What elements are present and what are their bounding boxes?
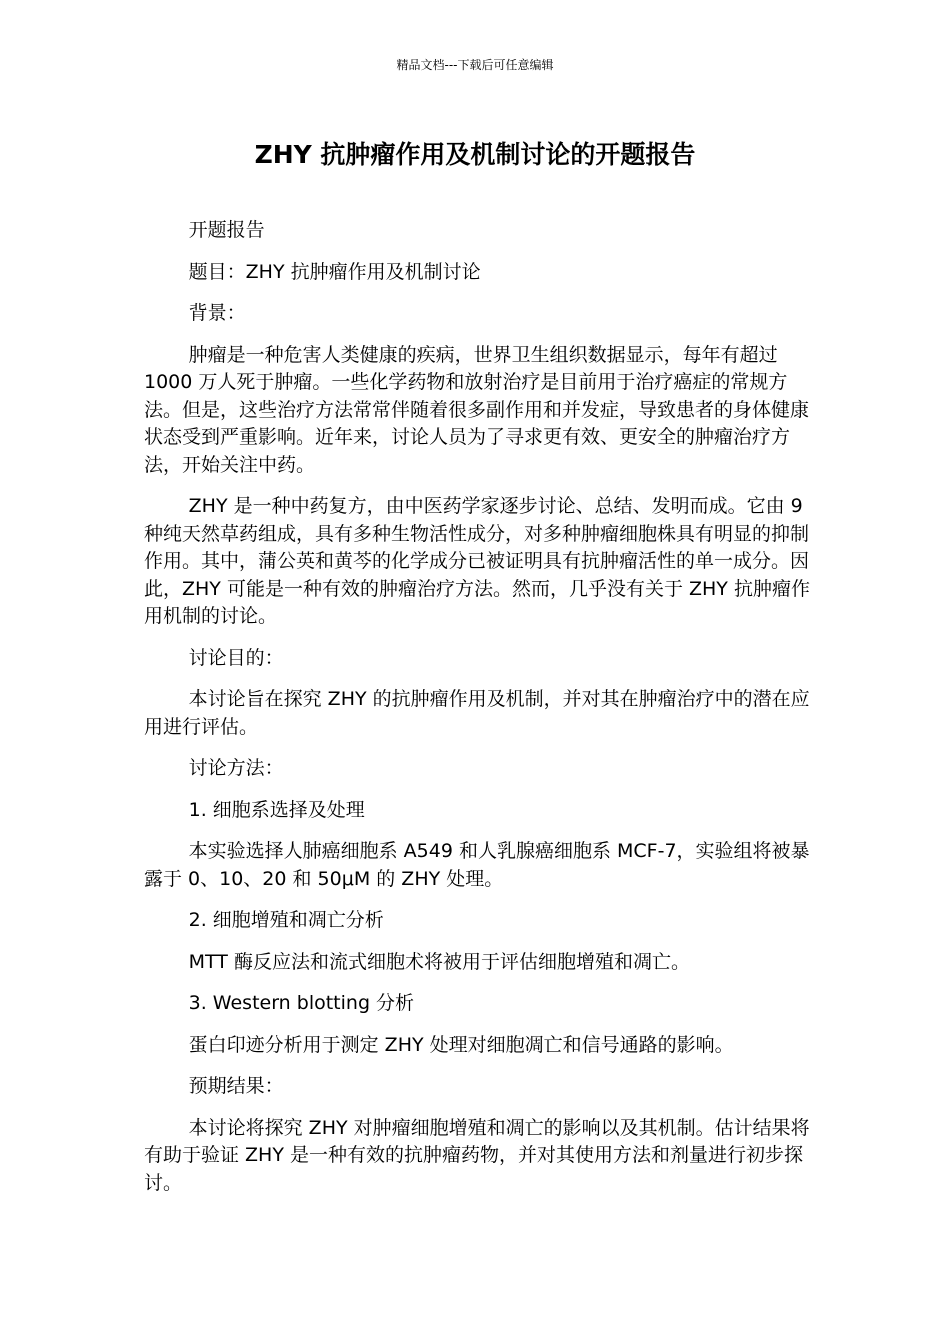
method-2-title: 2. 细胞增殖和凋亡分析 — [188, 909, 384, 931]
paragraph-topic: 题目：ZHY 抗肿瘤作用及机制讨论 — [188, 260, 481, 283]
heading-methods: 讨论方法： — [188, 757, 284, 779]
heading-background: 背景： — [188, 302, 246, 324]
method-3-text: 蛋白印迹分析用于测定 ZHY 处理对细胞凋亡和信号通路的影响。 — [188, 1033, 734, 1056]
method-3-title: 3. Western blotting 分析 — [188, 992, 415, 1014]
page-header: 精品文档---下载后可任意编辑 — [396, 58, 554, 72]
method-2-text: MTT 酶反应法和流式细胞术将被用于评估细胞增殖和凋亡。 — [188, 950, 690, 973]
paragraph-report-label: 开题报告 — [188, 219, 265, 241]
paragraph-background-1: 肿瘤是一种危害人类健康的疾病，世界卫生组织数据显示，每年有超过 1000 万人死于肿瘤。一些化学药物和放射治疗是目前用于治疗癌症的常规方法。但是，这些治疗方法常常伴随着很多副作用和并发症，导致患者的身体健康状态受到严重影响。近年来，讨论人员为了寻求更有效、更安全的肿瘤治疗方法，开始关注中药。 — [144, 343, 810, 476]
paragraph-purpose: 本讨论旨在探究 ZHY 的抗肿瘤作用及机制，并对其在肿瘤治疗中的潜在应用进行评估。 — [144, 688, 810, 738]
document-title: ZHY 抗肿瘤作用及机制讨论的开题报告 — [254, 140, 696, 169]
paragraph-expected-results: 本讨论将探究 ZHY 对肿瘤细胞增殖和凋亡的影响以及其机制。估计结果将有助于验证 ZHY 是一种有效的抗肿瘤药物，并对其使用方法和剂量进行初步探讨。 — [144, 1116, 810, 1194]
method-1-title: 1. 细胞系选择及处理 — [188, 798, 365, 821]
heading-purpose: 讨论目的： — [188, 646, 284, 669]
paragraph-background-2: ZHY 是一种中药复方，由中医药学家逐步讨论、总结、发明而成。它由 9 种纯天然草药组成，具有多种生物活性成分，对多种肿瘤细胞株具有明显的抑制作用。其中，蒲公英和黄芩的化学成分已被证明具有抗肿瘤活性的单一成分。因此，ZHY 可能是一种有效的肿瘤治疗方法。然而，几乎没有关于 ZHY 抗肿瘤作用机制的讨论。 — [144, 495, 810, 627]
heading-expected-results: 预期结果： — [188, 1075, 284, 1097]
document-body — [144, 217, 814, 1211]
method-1-text: 本实验选择人肺癌细胞系 A549 和人乳腺癌细胞系 MCF-7，实验组将被暴露于 0、10、20 和 50μM 的 ZHY 处理。 — [144, 840, 810, 890]
